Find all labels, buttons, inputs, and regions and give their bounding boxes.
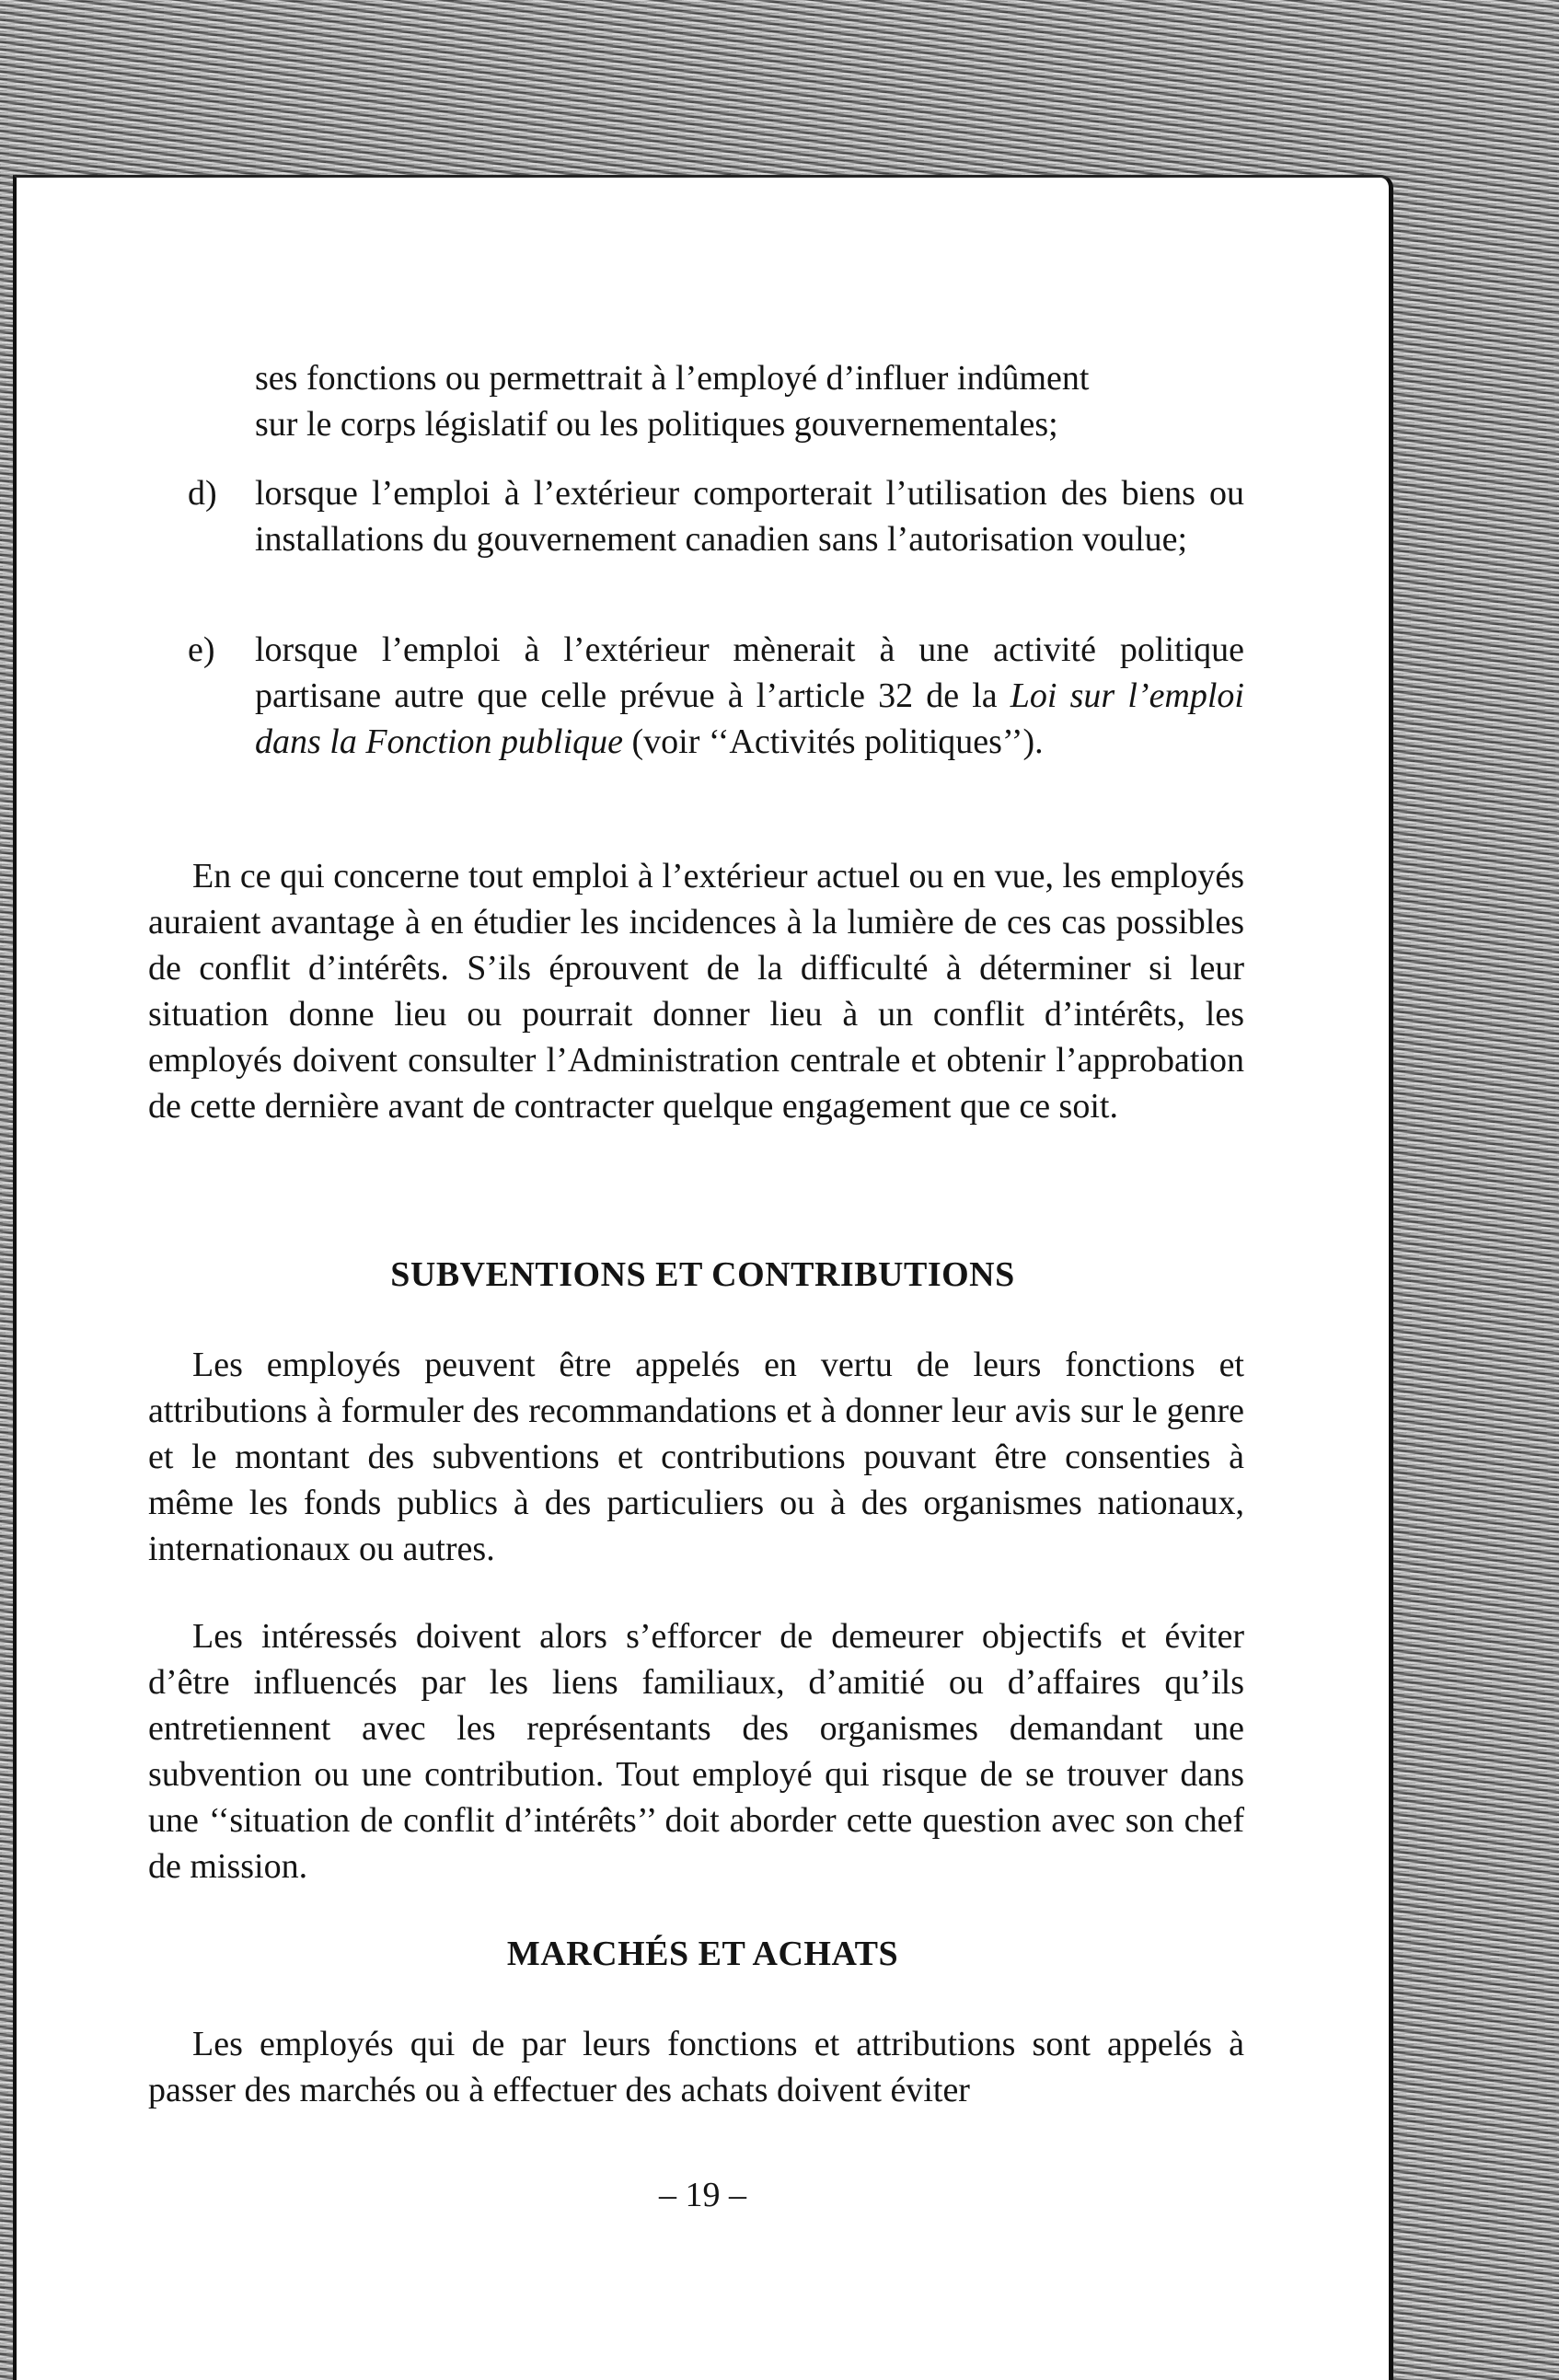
list-marker-e: e) (188, 630, 215, 669)
list-item-d-text: lorsque l’emploi à l’extérieur comporterait l’utilisation des biens ou installations du gouvernement canadien sans l’autorisation voulue; (255, 474, 1244, 559)
paragraph-subventions: Les employés peuvent être appelés en vertu de leurs fonctions et attributions à formuler des recommandations et à donner leur avis sur le genre et le montant des subventions et contributions pouvant être consenties à même les fonds publics à des particuliers ou à des organismes nationaux, internationaux ou autres. (148, 1346, 1244, 1568)
list-item-e-text (255, 627, 1244, 765)
heading-marches: MARCHÉS ET ACHATS (506, 1935, 899, 1973)
list-item-d (188, 470, 1244, 562)
paragraph-contracts: Les employés qui de par leurs fonctions et attributions sont appelés à passer des marchés ou à effectuer des achats doivent éviter (148, 2025, 1244, 2109)
continuation-line-1: ses fonctions ou permettrait à l’employé d’influer indûment (255, 359, 1090, 398)
heading-subventions: SUBVENTIONS ET CONTRIBUTIONS (390, 1255, 1015, 1294)
document-page (13, 175, 1393, 2380)
paragraph-impartiality: Les intéressés doivent alors s’efforcer de demeurer objectifs et éviter d’être influencés par les liens familiaux, d’amitié ou d’affaires qu’ils entretiennent avec les représentants des organismes demandant une subvention ou une contribution. Tout employé qui risque de se trouver dans une ‘‘situation de conflit d’intérêts’’ doit aborder cette question avec son chef de mission. (148, 1617, 1244, 1886)
list-item-e-text-start: lorsque l’emploi à l’extérieur mènerait à une activité politique partisane autre que celle prévue à l’article 32 de la (255, 630, 1244, 715)
continuation-text (255, 355, 1244, 447)
law-title-italic: Loi sur l’emploi dans la Fonction publique (255, 676, 1244, 761)
paragraph-outside-employment: En ce qui concerne tout emploi à l’extérieur actuel ou en vue, les employés auraient avantage à en étudier les incidences à la lumière de ces cas possibles de conflit d’intérêts. S’ils éprouvent de la difficulté à déterminer si leur situation donne lieu ou pourrait donner lieu à un conflit d’intérêts, les employés doivent consulter l’Administration centrale et obtenir l’approbation de cette dernière avant de contracter quelque engagement que ce soit. (148, 857, 1244, 1126)
list-item-e (188, 627, 1244, 765)
continuation-line-2: sur le corps législatif ou les politiques gouvernementales; (255, 405, 1058, 444)
list-marker-d: d) (188, 474, 217, 513)
list-item-e-text-end: (voir ‘‘Activités politiques’’). (623, 722, 1044, 761)
page-number: – 19 – (659, 2176, 746, 2214)
